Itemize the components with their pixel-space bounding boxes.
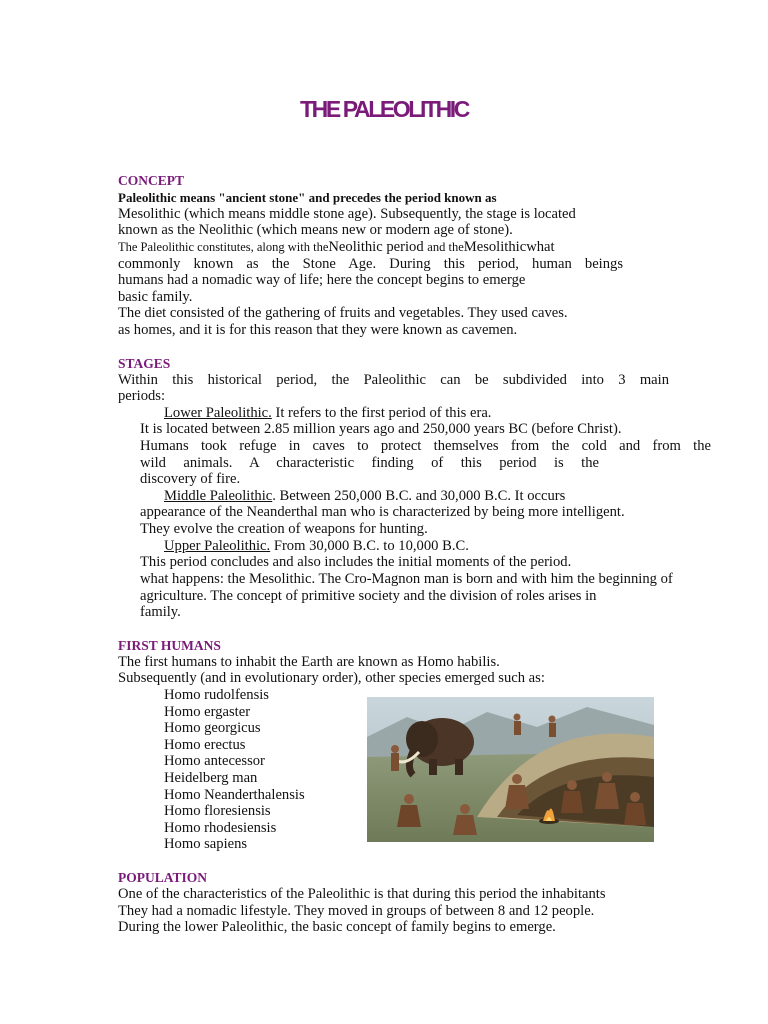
concept-text: period [382,239,428,255]
first-humans-heading: FIRST HUMANS [118,638,221,653]
page-title: THE PALEOLITHIC [299,96,468,122]
stage-line: discovery of fire. [140,471,241,487]
population-line: One of the characteristics of the Paleolithic is that during this period the inhabitants [118,886,606,902]
population-line: During the lower Paleolithic, the basic concept of family begins to emerge. [118,919,556,935]
concept-line: humans had a nomadic way of life; here the concept begins to emerge [118,272,526,288]
stage-line: appearance of the Neanderthal man who is characterized by being more intelligent. [140,504,625,520]
stage-text: It refers to the first period of this era. [271,405,492,421]
species-item: Homo georgicus [164,720,261,736]
stages-intro: periods: [118,388,166,404]
stage-line: This period concludes and also includes the initial moments of the period. [140,554,572,570]
cavemen-illustration [367,697,654,842]
stage-middle [164,488,565,505]
species-item: Homo ergaster [164,704,251,720]
stage-line: what happens: the Mesolithic. The Cro-Magnon man is born and with him the beginning of [140,571,673,587]
stage-text: . Between 250,000 B.C. and 30,000 B.C. It occurs [272,488,566,504]
stage-line: wild animals. A characteristic finding of this period is the [140,455,599,471]
stage-line: agriculture. The concept of primitive society and the division of roles arises in [140,588,597,604]
stage-line: family. [140,604,181,620]
stage-lower [164,405,491,422]
stage-name: Lower Paleolithic. [164,405,272,421]
concept-line: commonly known as the Stone Age. During this period, human beings [118,256,623,272]
species-item: Homo floresiensis [164,803,271,819]
stage-upper [164,538,469,555]
species-item: Homo sapiens [164,836,248,852]
population-line: They had a nomadic lifestyle. They moved in groups of between 8 and 12 people. [118,903,595,919]
stages-heading: STAGES [118,356,171,371]
concept-text: what [526,239,555,255]
concept-line: as homes, and it is for this reason that they were known as cavemen. [118,322,518,338]
species-item: Homo antecessor [164,753,265,769]
species-item: Homo erectus [164,737,246,753]
species-item: Homo rudolfensis [164,687,269,703]
stage-name: Upper Paleolithic. [164,538,271,554]
concept-lead: Paleolithic means "ancient stone" and precedes the period known as [118,190,497,205]
species-item: Heidelberg man [164,770,258,786]
concept-text: The Paleolithic constitutes, along with the [118,240,329,254]
first-humans-intro: The first humans to inhabit the Earth are known as Homo habilis. [118,654,500,670]
concept-text: Neolithic [328,239,383,255]
species-item: Homo rhodesiensis [164,820,277,836]
stage-line: They evolve the creation of weapons for hunting. [140,521,428,537]
species-item: Homo Neanderthalensis [164,787,305,803]
concept-text: and the [427,240,464,254]
stages-intro: Within this historical period, the Paleolithic can be subdivided into 3 main [118,372,669,388]
first-humans-intro: Subsequently (and in evolutionary order), other species emerged such as: [118,670,545,686]
concept-line [118,239,555,256]
population-heading: POPULATION [118,870,208,885]
concept-line: known as the Neolithic (which means new or modern age of stone). [118,222,513,238]
stage-name: Middle Paleolithic [164,488,273,504]
stage-line: It is located between 2.85 million years ago and 250,000 years BC (before Christ). [140,421,622,437]
concept-line: Mesolithic (which means middle stone age). Subsequently, the stage is located [118,206,576,222]
concept-text: Mesolithic [463,239,527,255]
concept-heading: CONCEPT [118,173,185,188]
stage-text: From 30,000 B.C. to 10,000 B.C. [270,538,469,554]
concept-line: The diet consisted of the gathering of fruits and vegetables. They used caves. [118,305,568,321]
concept-line: basic family. [118,289,193,305]
stage-line: Humans took refuge in caves to protect themselves from the cold and from the [140,438,711,454]
